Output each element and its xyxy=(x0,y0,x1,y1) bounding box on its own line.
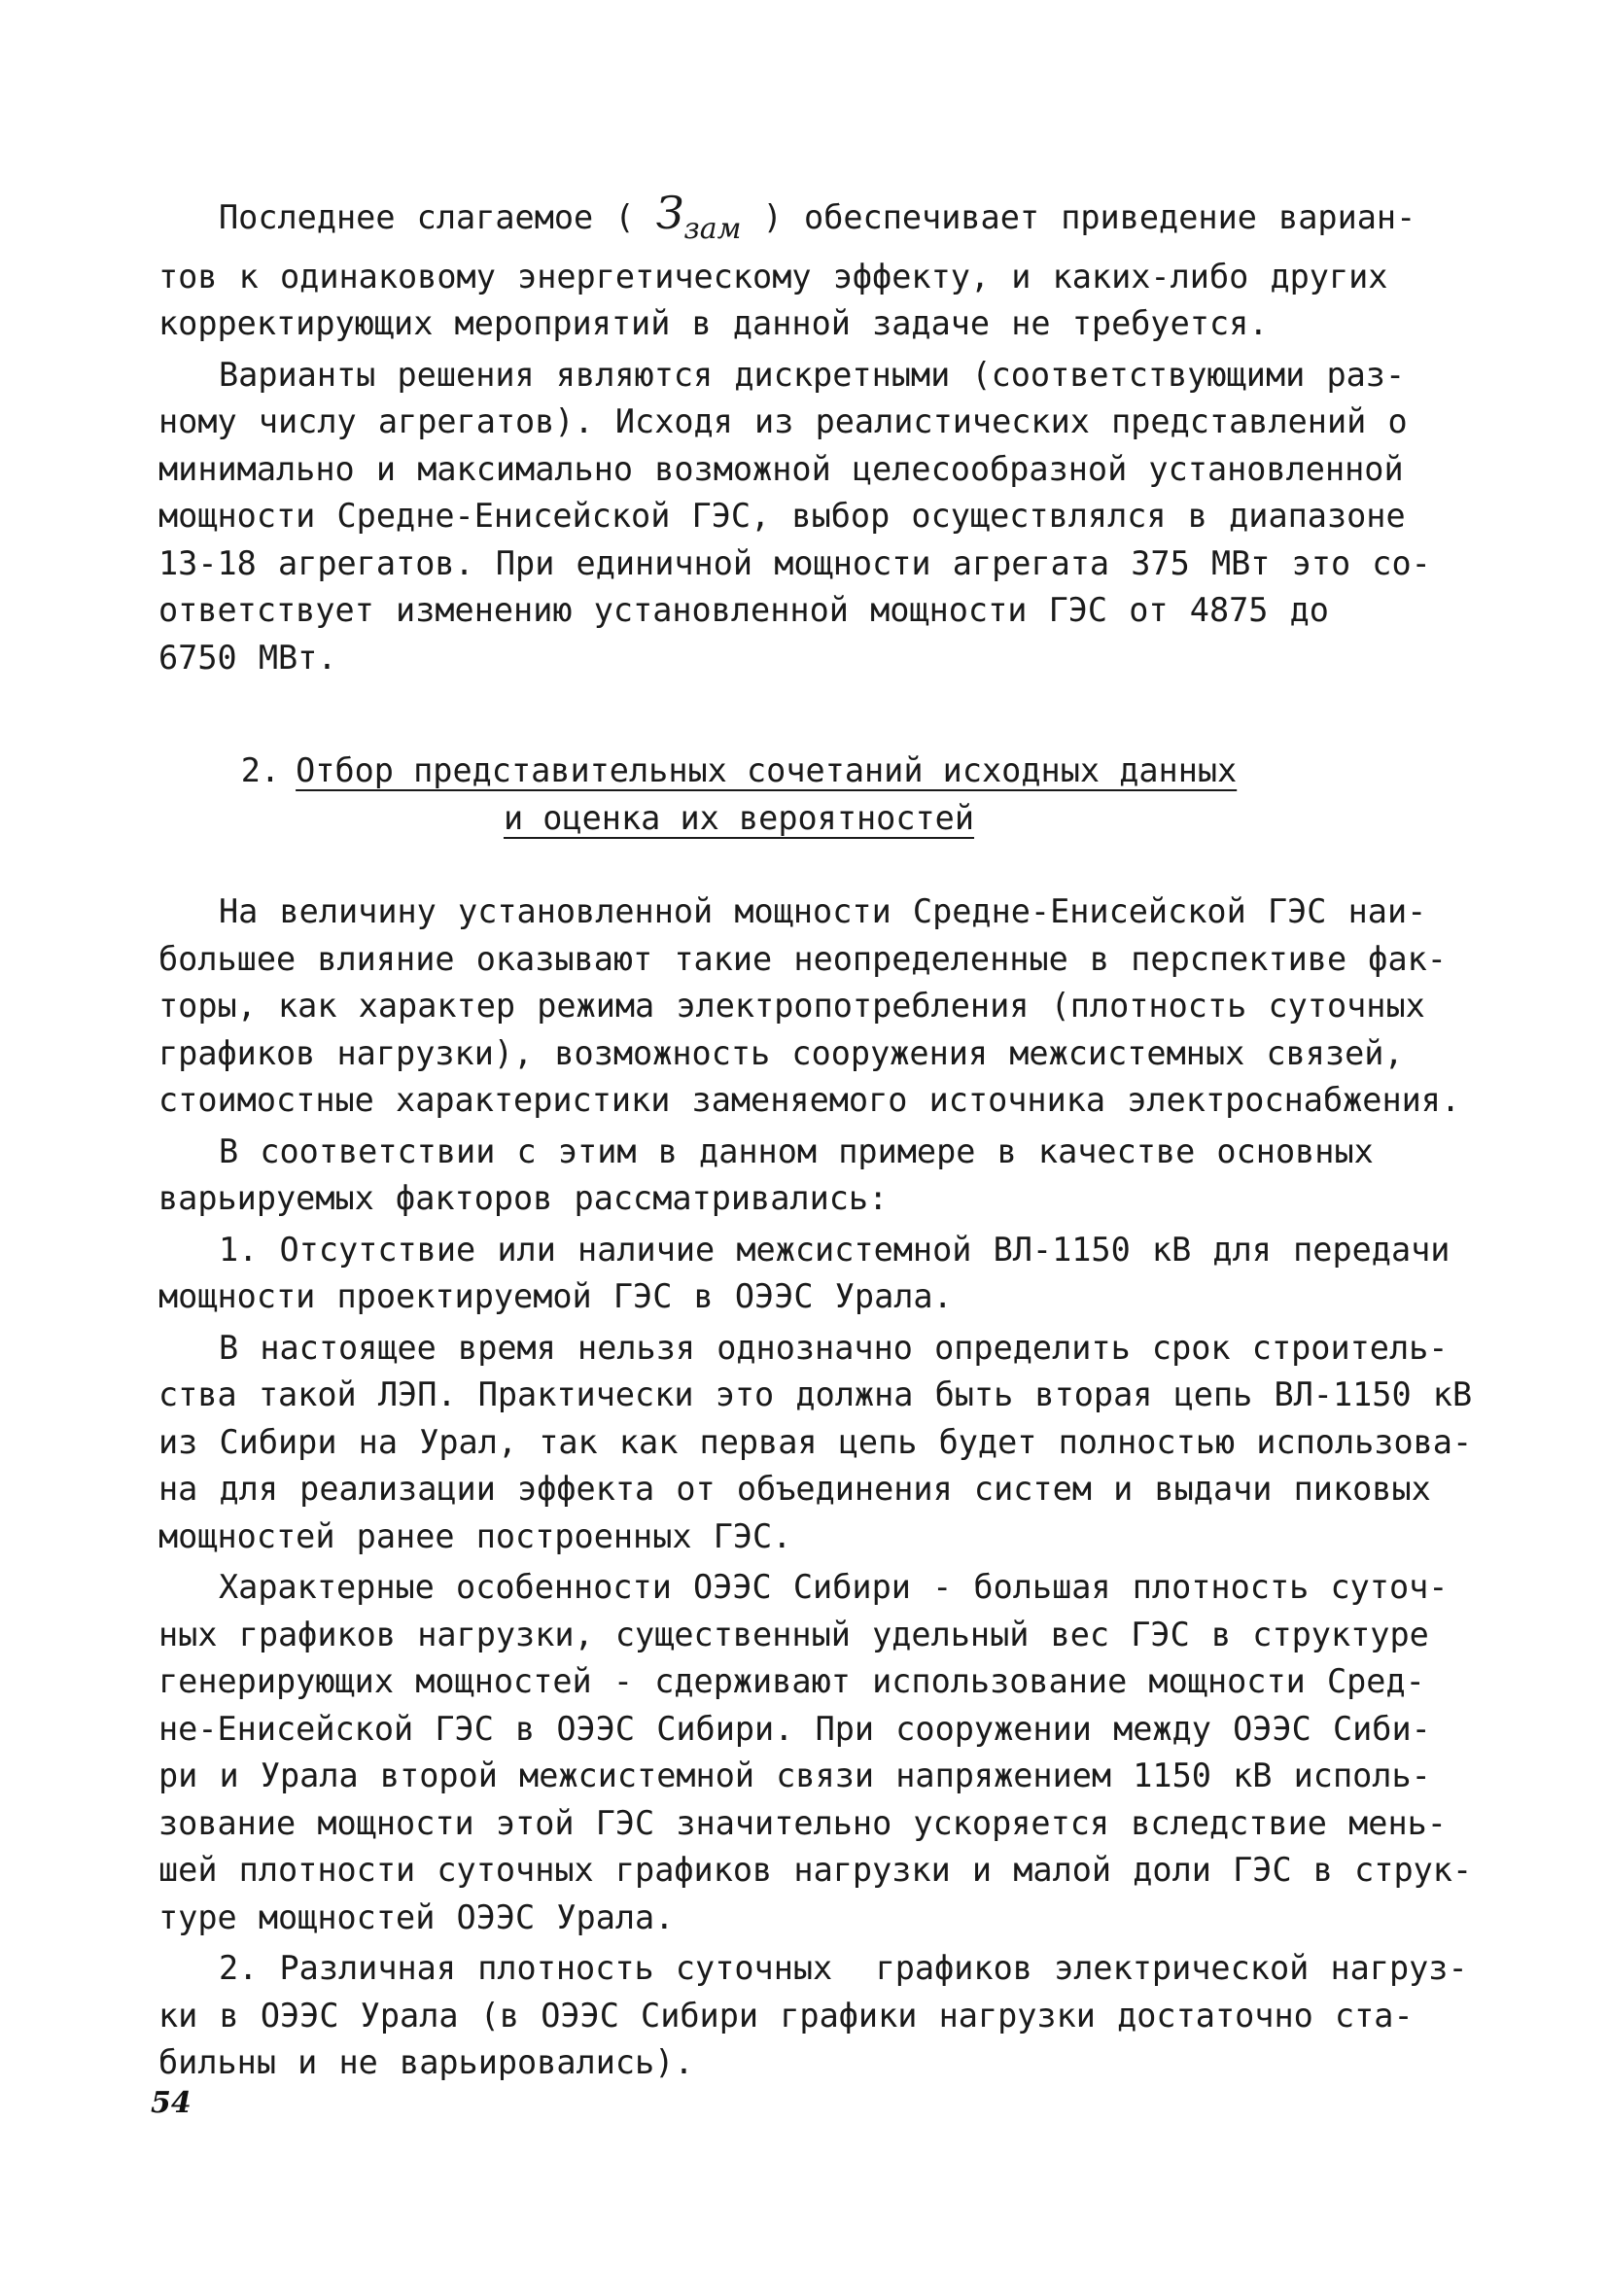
paragraph-3-line-2: большее влияние оказывают такие неопределенные в перспективе фак- xyxy=(158,939,1447,978)
paragraph-1-line-1 xyxy=(158,187,1432,254)
paragraph-7-line-2: ных графиков нагрузки, существенный удельный вес ГЭС в структуре xyxy=(158,1615,1429,1653)
paragraph-7-line-8: туре мощностей ОЭЭС Урала. xyxy=(158,1897,675,1936)
paragraph-4 xyxy=(158,1129,1432,1223)
paragraph-1-line-1-start: Последнее слагаемое ( xyxy=(219,198,656,236)
page-number: 54 xyxy=(151,2086,192,2120)
paragraph-1-line-2: тов к одинаковому энергетическому эффекту, и каких-либо других xyxy=(158,257,1388,296)
paragraph-1-line-3: корректирующих мероприятий в данной задаче не требуется. xyxy=(158,304,1269,342)
paragraph-6-line-2: ства такой ЛЭП. Практически это должна быть вторая цепь ВЛ-1150 кВ xyxy=(158,1375,1473,1413)
paragraph-7-line-3: генерирующих мощностей - сдерживают использование мощности Сред- xyxy=(158,1662,1425,1700)
paragraph-2-line-5: 13-18 агрегатов. При единичной мощности агрегата 375 МВт это со- xyxy=(158,543,1431,582)
paragraph-5-line-1: 1. Отсутствие или наличие межсистемной ВЛ-1150 кВ для передачи xyxy=(219,1230,1451,1269)
paragraph-6-line-5: мощностей ранее построенных ГЭС. xyxy=(158,1516,792,1555)
paragraph-1 xyxy=(158,187,1432,348)
paragraph-2 xyxy=(158,352,1432,682)
section-title-line-2: и оценка их вероятностей xyxy=(503,798,975,837)
paragraph-8-line-1: 2. Различная плотность суточных графиков электрической нагруз- xyxy=(219,1949,1468,1987)
paragraph-6-line-3: из Сибири на Урал, так как первая цепь будет полностью использова- xyxy=(158,1422,1473,1461)
formula-subscript: зам xyxy=(683,212,742,246)
paragraph-2-line-6: ответствует изменению установленной мощности ГЭС от 4875 до xyxy=(158,591,1329,629)
paragraph-6-line-4: на для реализации эффекта от объединения систем и выдачи пиковых xyxy=(158,1470,1431,1508)
paragraph-4-line-1: В соответствии с этим в данном примере в качестве основных xyxy=(219,1131,1374,1170)
section-title-line-1: Отбор представительных сочетаний исходных данных xyxy=(296,751,1238,789)
paragraph-5-line-2: мощности проектируемой ГЭС в ОЭЭС Урала. xyxy=(158,1277,953,1315)
paragraph-8-line-2: ки в ОЭЭС Урала (в ОЭЭС Сибири графики нагрузки достаточно ста- xyxy=(158,1996,1414,2035)
paragraph-3-line-4: графиков нагрузки), возможность сооружения межсистемных связей, xyxy=(158,1033,1404,1072)
paragraph-8 xyxy=(158,1945,1468,2087)
paragraph-2-line-7: 6750 МВт. xyxy=(158,638,337,677)
paragraph-7 xyxy=(158,1564,1473,1941)
paragraph-4-line-2: варьируемых факторов рассматривались: xyxy=(158,1179,889,1217)
paragraph-8-line-3: бильны и не варьировались). xyxy=(158,2043,694,2081)
paragraph-7-line-6: зование мощности этой ГЭС значительно ускоряется вследствие мень- xyxy=(158,1803,1447,1842)
formula-main: З xyxy=(655,187,684,239)
formula-z-zam xyxy=(655,187,742,246)
paragraph-3-line-3: торы, как характер режима электропотребления (плотность суточных xyxy=(158,987,1425,1025)
section-heading-line-1 xyxy=(207,748,1271,795)
paragraph-3-line-5: стоимостные характеристики заменяемого источника электроснабжения. xyxy=(158,1081,1461,1119)
paragraph-7-line-1: Характерные особенности ОЭЭС Сибири - большая плотность суточ- xyxy=(219,1568,1449,1606)
paragraph-5 xyxy=(158,1227,1451,1321)
paragraph-1-line-1-end: ) обеспечивает приведение вариан- xyxy=(741,198,1416,236)
section-heading-line-2 xyxy=(207,795,1271,843)
paragraph-3 xyxy=(158,888,1461,1125)
paragraph-7-line-4: не-Енисейской ГЭС в ОЭЭС Сибири. При сооружении между ОЭЭС Сиби- xyxy=(158,1709,1431,1748)
paragraph-6-line-1: В настоящее время нельзя однозначно определить срок строитель- xyxy=(219,1328,1449,1367)
section-number: 2. xyxy=(240,751,281,789)
page-content xyxy=(158,187,1473,2091)
paragraph-7-line-7: шей плотности суточных графиков нагрузки и малой доли ГЭС в струк- xyxy=(158,1851,1473,1889)
paragraph-7-line-5: ри и Урала второй межсистемной связи напряжением 1150 кВ исполь- xyxy=(158,1757,1431,1794)
paragraph-2-line-4: мощности Средне-Енисейской ГЭС, выбор осуществлялся в диапазоне xyxy=(158,497,1406,535)
section-heading xyxy=(207,748,1271,842)
paragraph-6 xyxy=(158,1325,1473,1561)
paragraph-2-line-2: ному числу агрегатов). Исходя из реалистических представлений о xyxy=(158,402,1408,440)
paragraph-3-line-1: На величину установленной мощности Средне-Енисейской ГЭС наи- xyxy=(219,892,1427,930)
paragraph-2-line-3: минимально и максимально возможной целесообразной установленной xyxy=(158,449,1404,488)
paragraph-2-line-1: Варианты решения являются дискретными (соответствующими раз- xyxy=(219,355,1406,394)
